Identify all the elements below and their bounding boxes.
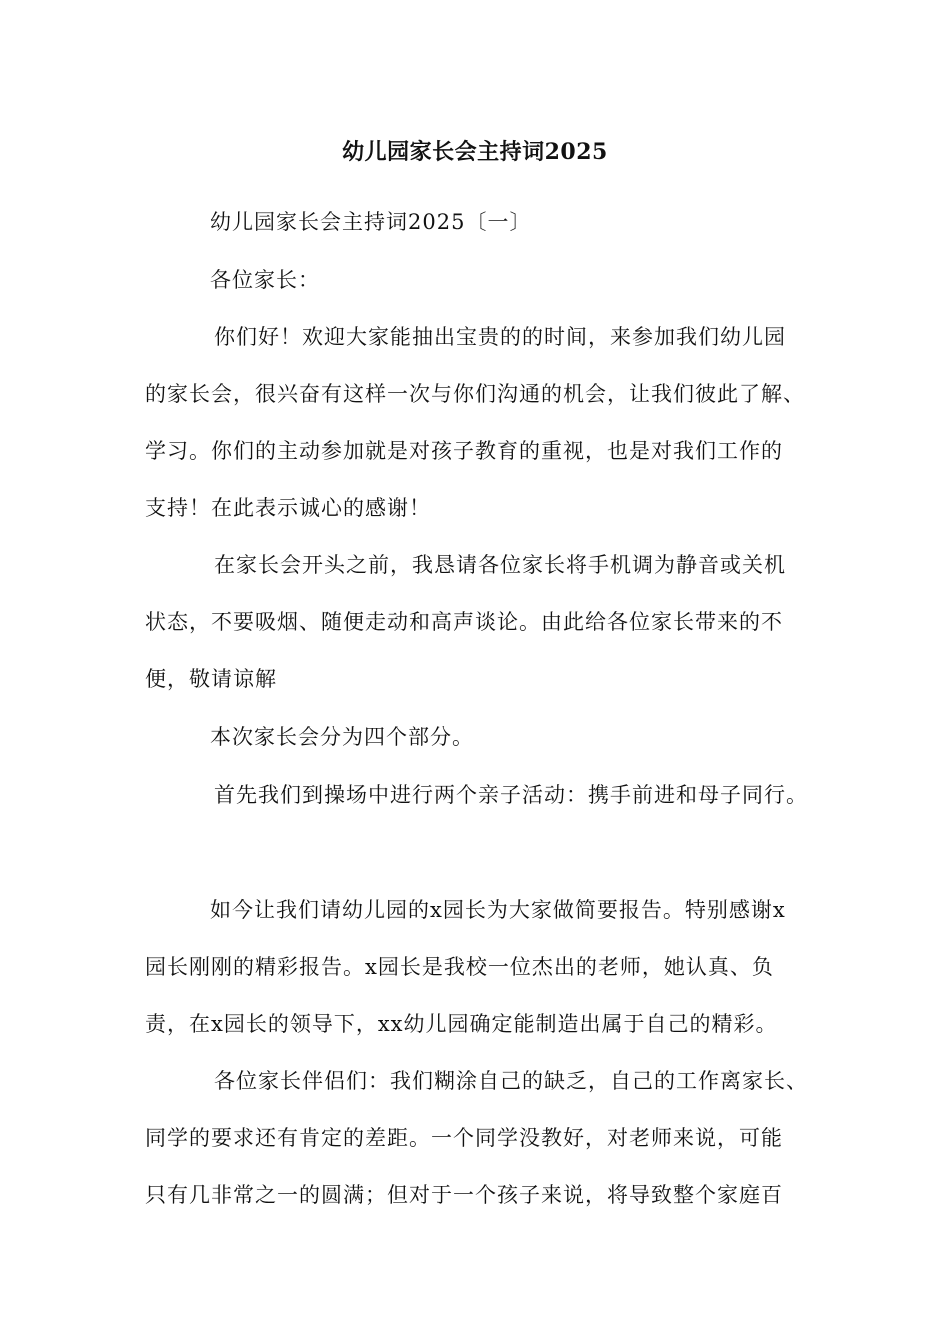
salutation: 各位家长： [210,268,320,292]
paragraph-line: 你们好！欢迎大家能抽出宝贵的的时间，来参加我们幼儿园 [214,325,786,349]
paragraph-line: 责，在x园长的领导下，xx幼儿园确定能制造出属于自己的精彩。 [145,1012,778,1036]
paragraph-line: 首先我们到操场中进行两个亲子活动：携手前进和母子同行。 [214,783,808,807]
paragraph-line: 如今让我们请幼儿园的x园长为大家做简要报告。特别感谢x [210,898,786,922]
paragraph-line: 便，敬请谅解 [145,667,277,691]
paragraph-line: 的家长会，很兴奋有这样一次与你们沟通的机会，让我们彼此了解、 [145,382,805,406]
paragraph-line: 状态，不要吸烟、随便走动和高声谈论。由此给各位家长带来的不 [145,610,783,634]
paragraph-line: 学习。你们的主动参加就是对孩子教育的重视，也是对我们工作的 [145,439,783,463]
paragraph-line: 各位家长伴侣们：我们糊涂自己的缺乏，自己的工作离家长、 [214,1069,808,1093]
section-heading: 幼儿园家长会主持词2025〔一〕 [210,210,532,234]
paragraph-line: 园长刚刚的精彩报告。x园长是我校一位杰出的老师，她认真、负 [145,955,774,979]
document-title: 幼儿园家长会主持词2025 [342,139,608,165]
paragraph-line: 同学的要求还有肯定的差距。一个同学没教好，对老师来说，可能 [145,1126,783,1150]
paragraph-line: 在家长会开头之前，我恳请各位家长将手机调为静音或关机 [214,553,786,577]
paragraph-line: 支持！在此表示诚心的感谢！ [145,496,431,520]
paragraph-line: 本次家长会分为四个部分。 [210,725,474,749]
paragraph-line: 只有几非常之一的圆满；但对于一个孩子来说，将导致整个家庭百 [145,1183,783,1207]
